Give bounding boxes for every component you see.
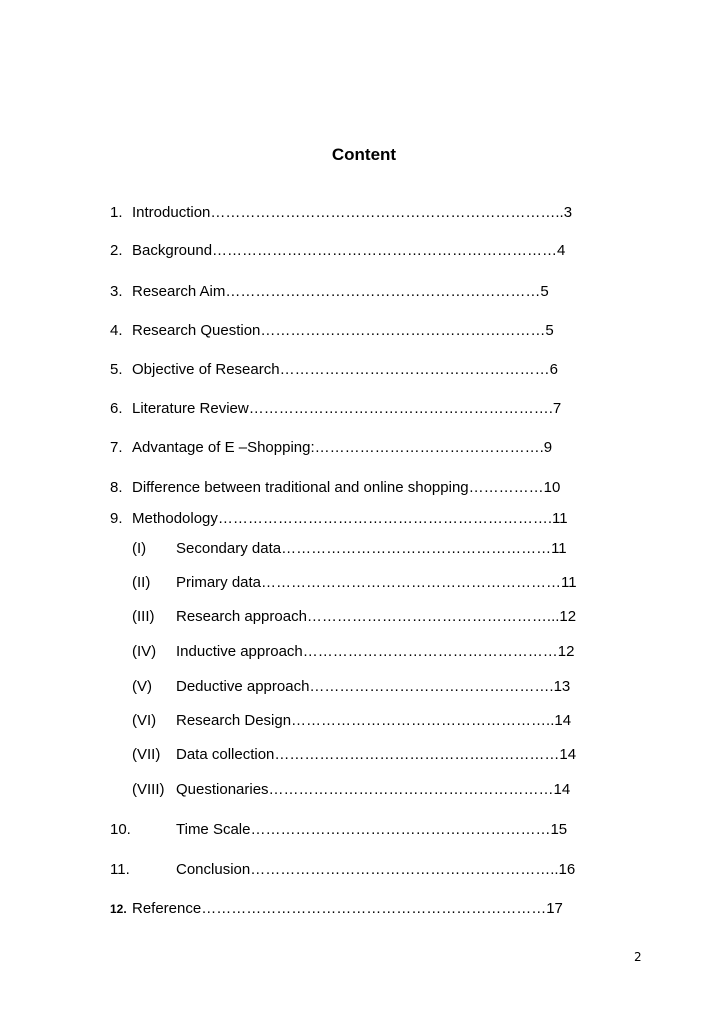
toc-sub-entry [132, 607, 576, 627]
toc-entry-5 [110, 360, 558, 380]
toc-entry-text: Introduction……………………………………………………………..3 [132, 204, 573, 221]
toc-entry-text: Reference……………………………………………………………17 [132, 900, 563, 917]
toc-sub-entry-text: Primary data……………………………………………………11 [176, 574, 577, 591]
toc-entry-number: 6. [110, 400, 123, 417]
toc-sub-entry-number: (VI) [132, 712, 157, 729]
toc-entry-6 [110, 399, 561, 419]
toc-sub-entry [132, 573, 577, 593]
toc-sub-entry [132, 745, 576, 765]
toc-sub-entry [132, 711, 571, 731]
toc-entry-text: Research Question…………………………………………………5 [132, 322, 554, 339]
toc-sub-entry-text: Secondary data………………………………………………11 [176, 540, 567, 557]
toc-entry-number: 2. [110, 242, 123, 259]
toc-entry-number: 8. [110, 479, 123, 496]
toc-sub-entry [132, 780, 570, 800]
toc-entry-number: 4. [110, 322, 123, 339]
toc-entry-9 [110, 509, 568, 529]
toc-entry-10 [110, 820, 567, 840]
toc-entry-text: Background……………………………………………………………4 [132, 242, 566, 259]
toc-sub-entry [132, 642, 574, 662]
page-title: Content [331, 145, 397, 164]
toc-entry-text: Advantage of E –Shopping:……………………………………….9 [132, 439, 553, 456]
toc-sub-entry [132, 539, 567, 559]
toc-entry-text: Difference between traditional and online shopping……………10 [132, 479, 561, 496]
toc-entry-text: Methodology………………………………………………………….11 [132, 510, 568, 527]
toc-sub-entry-text: Deductive approach………………………………………….13 [176, 678, 571, 695]
toc-entry-8 [110, 478, 560, 498]
toc-entry-text: Time Scale……………………………………………………15 [176, 821, 568, 838]
toc-entry-2 [110, 241, 565, 261]
toc-entry-11 [110, 860, 575, 880]
toc-entry-text: Literature Review…………………………………………………….7 [132, 400, 562, 417]
toc-entry-text: Conclusion……………………………………………………..16 [176, 861, 576, 878]
toc-entry-number: 3. [110, 283, 123, 300]
toc-entry-1 [110, 203, 572, 223]
toc-entry-text: Research Aim………………………………………………………5 [132, 283, 549, 300]
toc-entry-number: 10. [110, 821, 131, 838]
toc-sub-entry-number: (I) [132, 540, 147, 557]
toc-sub-entry-number: (VII) [132, 746, 161, 763]
toc-sub-entry-number: (IV) [132, 643, 157, 660]
toc-sub-entry-number: (III) [132, 608, 155, 625]
toc-sub-entry [132, 677, 570, 697]
page-number: 2 [634, 950, 642, 964]
toc-entry-number: 11. [110, 861, 130, 878]
toc-entry-3 [110, 282, 549, 302]
toc-entry-number: 1. [110, 204, 123, 221]
toc-entry-number: 5. [110, 361, 123, 378]
toc-sub-entry-text: Questionaries…………………………………………………14 [176, 781, 571, 798]
toc-sub-entry-number: (VIII) [132, 781, 165, 798]
toc-sub-entry-text: Research approach…………………………………………...12 [176, 608, 577, 625]
toc-sub-entry-text: Data collection…………………………………………………14 [176, 746, 577, 763]
toc-sub-entry-number: (II) [132, 574, 151, 591]
toc-sub-entry-text: Research Design……………………………………………..14 [176, 712, 572, 729]
toc-entry-text: Objective of Research………………………………………………6 [132, 361, 558, 378]
toc-sub-entry-number: (V) [132, 678, 152, 695]
toc-entry-number: 7. [110, 439, 123, 456]
toc-entry-4 [110, 321, 554, 341]
toc-entry-7 [110, 438, 552, 458]
toc-entry-number: 9. [110, 510, 123, 527]
toc-entry-number: 12. [110, 902, 127, 916]
toc-sub-entry-text: Inductive approach……………………………………………12 [176, 643, 575, 660]
toc-entry-12 [110, 899, 563, 919]
